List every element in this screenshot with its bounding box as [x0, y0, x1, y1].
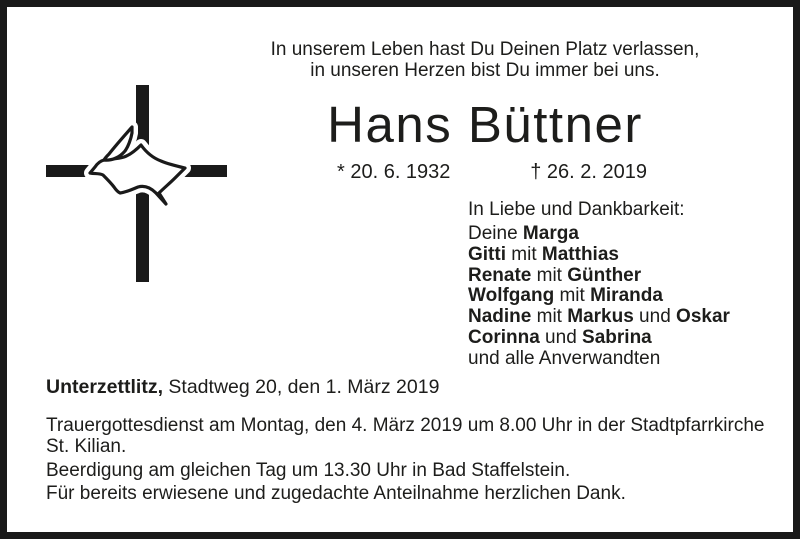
text-segment: Stadtweg 20, den 1. März 2019	[163, 376, 440, 398]
condolence-header: In Liebe und Dankbarkeit:	[468, 199, 685, 220]
name-bold: Sabrina	[582, 326, 652, 348]
text-segment: mit	[531, 306, 568, 328]
name-bold: Oskar	[676, 306, 730, 328]
name-bold: Renate	[468, 264, 532, 286]
funeral-notice	[46, 416, 765, 504]
notice-line: St. Kilian.	[46, 435, 127, 457]
verse-line-2: in unseren Herzen bist Du immer bei uns.	[310, 59, 660, 81]
cross-dove-icon	[40, 77, 240, 287]
text-segment: mit	[554, 285, 591, 307]
name-bold: Matthias	[541, 243, 619, 265]
notice-line: Trauergottesdienst am Montag, den 4. März 2019 um 8.00 Uhr in der Stadtpfarrkirche	[46, 415, 765, 436]
text-segment: und	[539, 326, 583, 348]
opening-verse	[235, 40, 735, 81]
text-segment: mit	[531, 264, 568, 286]
notice-line: Beerdigung am gleichen Tag um 13.30 Uhr in Bad Staffelstein.	[46, 460, 571, 481]
life-dates	[337, 160, 647, 184]
mourner-line	[468, 286, 730, 307]
name-bold: Gitti	[468, 243, 506, 265]
deceased-name: Hans Büttner	[327, 96, 643, 153]
mourner-line	[468, 245, 730, 266]
mourner-line	[468, 328, 730, 349]
notice-paragraph	[46, 416, 765, 457]
birth-date: * 20. 6. 1932	[337, 161, 451, 183]
name-bold: Corinna	[468, 326, 540, 348]
text-segment: und alle Anverwandten	[468, 347, 661, 369]
condolence-block	[468, 199, 730, 370]
mourner-line	[468, 224, 730, 245]
name-bold: Markus	[567, 306, 634, 328]
name-bold: Wolfgang	[468, 285, 555, 307]
name-bold: Nadine	[468, 306, 532, 328]
notice-line: Für bereits erwiesene und zugedachte Anteilnahme herzlichen Dank.	[46, 482, 626, 504]
notice-paragraph	[46, 484, 765, 505]
place-date-line	[46, 376, 439, 398]
verse-line-1: In unserem Leben hast Du Deinen Platz verlassen,	[270, 39, 700, 60]
name-bold: Unterzettlitz,	[46, 376, 163, 398]
death-date: † 26. 2. 2019	[530, 161, 647, 183]
mourner-line	[468, 349, 730, 370]
mourners-list	[468, 224, 730, 370]
name-bold: Günther	[567, 264, 642, 286]
name-bold: Miranda	[590, 285, 663, 307]
notice-paragraph	[46, 461, 765, 482]
text-segment: Deine	[468, 223, 523, 244]
mourner-line	[468, 266, 730, 287]
mourner-line	[468, 307, 730, 328]
text-segment: mit	[506, 243, 542, 265]
name-bold: Marga	[522, 223, 579, 244]
text-segment: und	[633, 306, 677, 328]
